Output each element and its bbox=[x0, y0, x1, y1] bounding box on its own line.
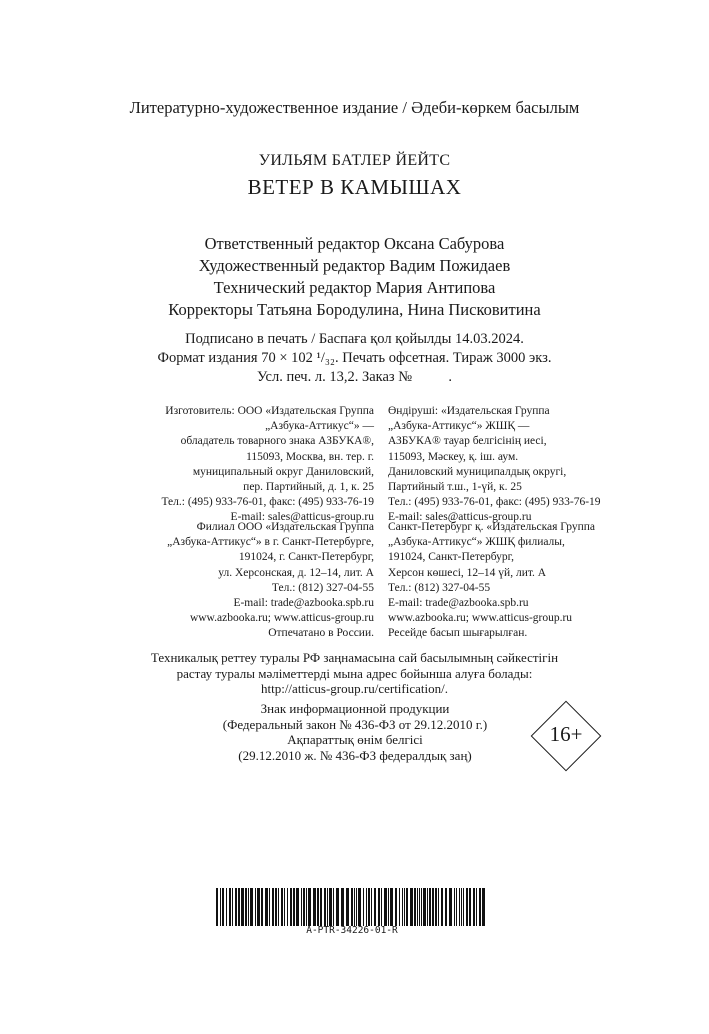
manufacturer-kz bbox=[388, 404, 601, 526]
printed-in-kz: Ресейде басып шығарылған. bbox=[388, 627, 528, 640]
branch-ru-line: E-mail: trade@azbooka.spb.ru bbox=[233, 597, 374, 610]
web-ru bbox=[190, 611, 374, 641]
certification-url: http://atticus-group.ru/certification/. bbox=[260, 681, 448, 696]
barcode-code: A-PTR-34226-01-R bbox=[306, 925, 398, 936]
branch-ru-line: Тел.: (812) 327-04-55 bbox=[271, 581, 374, 594]
manufacturer-kz-line: „Азбука-Аттикус“» ЖШҚ — bbox=[388, 420, 530, 433]
website-links-kz: www.azbooka.ru; www.atticus-group.ru bbox=[388, 612, 573, 624]
branch-ru bbox=[167, 520, 374, 611]
manufacturer-ru-line: E-mail: sales@atticus-group.ru bbox=[230, 511, 374, 524]
certification-line: Техникалық реттеу туралы РФ заңнамасына сай басылымның сәйкестігін bbox=[150, 650, 559, 665]
credit-line: Корректоры Татьяна Бородулина, Нина Писковитина bbox=[168, 300, 541, 319]
branch-ru-line: „Азбука-Аттикус“» в г. Санкт-Петербурге, bbox=[167, 536, 374, 549]
branch-kz-line: Херсон көшесі, 12–14 үй, лит. А bbox=[388, 566, 547, 579]
manufacturer-kz-line: Даниловский муниципалдық округі, bbox=[388, 465, 567, 478]
age-info-line: (Федеральный закон № 436-ФЗ от 29.12.2010 г.) bbox=[222, 716, 488, 732]
printed-in-ru: Отпечатано в России. bbox=[268, 627, 374, 640]
age-rating-badge bbox=[530, 700, 602, 772]
branch-kz-line: „Азбука-Аттикус“» ЖШҚ филиалы, bbox=[388, 536, 565, 549]
branch-kz-line: E-mail: trade@azbooka.spb.ru bbox=[388, 597, 529, 610]
branch-ru-line: Филиал ООО «Издательская Группа bbox=[196, 521, 374, 533]
branch-kz-line: 191024, Санкт-Петербург, bbox=[388, 551, 514, 564]
manufacturer-kz-line: 115093, Мәскеу, қ. іш. аум. bbox=[388, 450, 519, 463]
branch-kz-line: Санкт-Петербург қ. «Издательская Группа bbox=[388, 521, 595, 533]
manufacturer-ru-line: муниципальный округ Даниловский, bbox=[192, 465, 374, 478]
age-info-line: (29.12.2010 ж. № 436-ФЗ федералдық заң) bbox=[238, 747, 472, 763]
manufacturer-kz-line: Партийный т.ш., 1-үй, к. 25 bbox=[388, 481, 522, 494]
certification-note bbox=[0, 650, 709, 697]
credit-line: Технический редактор Мария Антипова bbox=[213, 278, 496, 297]
age-info-line: Знак информационной продукции bbox=[260, 701, 450, 716]
age-info bbox=[190, 701, 520, 763]
manufacturer-ru bbox=[161, 404, 374, 526]
signed-date: Подписано в печать / Баспаға қол қойылды 14.03.2024. bbox=[185, 331, 524, 347]
credits-block bbox=[0, 233, 709, 321]
manufacturer-kz-line: E-mail: sales@atticus-group.ru bbox=[388, 511, 532, 524]
branch-kz-line: Тел.: (812) 327-04-55 bbox=[388, 581, 491, 594]
sheets-line: Усл. печ. л. 13,2. Заказ № . bbox=[257, 369, 452, 385]
manufacturer-ru-line: пер. Партийный, д. 1, к. 25 bbox=[243, 481, 374, 494]
branch-ru-line: ул. Херсонская, д. 12–14, лит. А bbox=[218, 566, 374, 579]
manufacturer-ru-line: 115093, Москва, вн. тер. г. bbox=[246, 450, 374, 463]
book-title: ВЕТЕР В КАМЫШАХ bbox=[247, 175, 462, 199]
credit-line: Художественный редактор Вадим Пожидаев bbox=[198, 256, 511, 275]
age-info-line: Ақпараттық өнім белгісі bbox=[287, 732, 423, 747]
branch-kz bbox=[388, 520, 595, 611]
manufacturer-kz-line: АЗБУКА® тауар белгісінің иесі, bbox=[388, 435, 547, 448]
branch-ru-line: 191024, г. Санкт-Петербург, bbox=[238, 551, 374, 564]
certification-line: растау туралы мәліметтерді мына адрес бойынша алуға болады: bbox=[176, 665, 533, 681]
author-name: УИЛЬЯМ БАТЛЕР ЙЕЙТС bbox=[258, 152, 451, 169]
manufacturer-ru-line: Тел.: (495) 933-76-01, факс: (495) 933-76-19 bbox=[161, 496, 374, 509]
manufacturer-ru-line: „Азбука-Аттикус“» — bbox=[265, 420, 374, 433]
web-kz bbox=[388, 611, 572, 641]
format-line: Формат издания 70 × 102 ¹/₃₂. Печать офсетная. Тираж 3000 экз. bbox=[157, 350, 552, 366]
manufacturer-ru-line: обладатель товарного знака АЗБУКА®, bbox=[180, 435, 374, 448]
website-links-ru: www.azbooka.ru; www.atticus-group.ru bbox=[189, 612, 374, 624]
manufacturer-ru-line: Изготовитель: ООО «Издательская Группа bbox=[165, 405, 374, 417]
credit-line: Ответственный редактор Оксана Сабурова bbox=[204, 234, 505, 253]
age-rating-label: 16+ bbox=[549, 722, 583, 746]
manufacturer-kz-line: Өндіруші: «Издательская Группа bbox=[388, 405, 550, 417]
edition-type: Литературно-художественное издание / Әдеби-көркем басылым bbox=[129, 98, 580, 117]
manufacturer-kz-line: Тел.: (495) 933-76-01, факс: (495) 933-76-19 bbox=[388, 496, 601, 509]
publication-info bbox=[0, 330, 709, 387]
barcode-icon bbox=[216, 888, 488, 926]
